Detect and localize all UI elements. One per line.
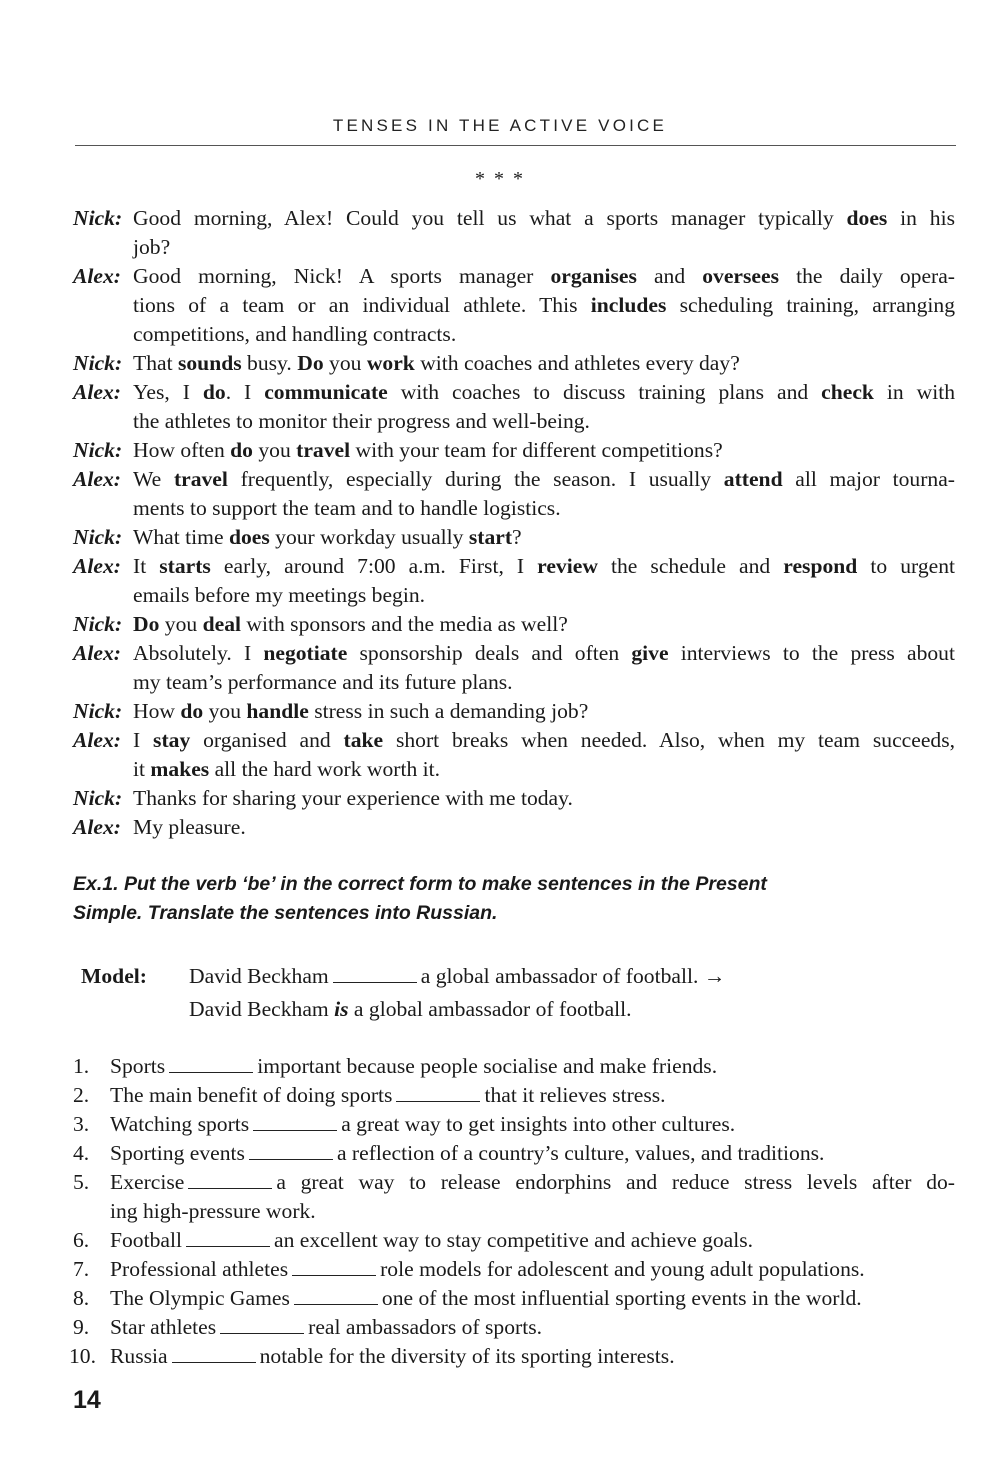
dialogue-line xyxy=(133,581,955,610)
item-number: 1. xyxy=(73,1054,90,1078)
bold-verb: check xyxy=(821,380,874,404)
exercise-item xyxy=(73,1110,955,1139)
line-text: scheduling training, arranging xyxy=(666,293,955,317)
answer-blank[interactable] xyxy=(169,1054,253,1073)
model-text: a global ambassador of football. → xyxy=(420,964,726,988)
speaker-label: Nick: xyxy=(73,206,123,230)
bold-verb: makes xyxy=(150,757,210,781)
model-answer xyxy=(189,993,725,1026)
bold-verb: Do xyxy=(297,351,324,375)
dialogue-line xyxy=(133,668,955,697)
line-text: all the hard work worth it. xyxy=(209,757,441,781)
line-text: Good morning, Alex! Could you tell us what a sports manager typically xyxy=(133,206,847,230)
speaker-label: Nick: xyxy=(73,525,123,549)
line-text: the daily opera- xyxy=(778,264,955,288)
line-text: the schedule and xyxy=(597,554,784,578)
dialogue-turn xyxy=(73,378,955,436)
dialogue-turn xyxy=(73,726,955,784)
item-number: 5. xyxy=(73,1170,90,1194)
item-text: Star athletes xyxy=(110,1315,217,1339)
line-text: emails before my meetings begin. xyxy=(133,583,426,607)
dialogue-line xyxy=(133,436,955,465)
line-text: Absolutely. I xyxy=(133,641,264,665)
speaker-label: Alex: xyxy=(73,815,121,839)
line-text: stress in such a demanding job? xyxy=(308,699,589,723)
line-text: interviews to the press about xyxy=(668,641,955,665)
running-head: TENSES IN THE ACTIVE VOICE xyxy=(332,116,668,135)
line-text: early, around 7:00 a.m. First, I xyxy=(210,554,538,578)
bold-verb: deal xyxy=(202,612,241,636)
line-text: organised and xyxy=(190,728,344,752)
line-text: job? xyxy=(133,235,171,259)
dialogue-turn xyxy=(73,204,955,262)
dialogue-turn xyxy=(73,639,955,697)
item-text: Football xyxy=(110,1228,182,1252)
item-number: 4. xyxy=(73,1141,90,1165)
answer-blank[interactable] xyxy=(249,1141,333,1160)
line-text: . I xyxy=(225,380,265,404)
bold-verb: handle xyxy=(246,699,309,723)
exercise-item xyxy=(73,1139,955,1168)
dialogue-turn xyxy=(73,349,955,378)
answer-blank[interactable] xyxy=(292,1257,376,1276)
line-text: with your team for different competitions? xyxy=(350,438,723,462)
line-text: to urgent xyxy=(857,554,955,578)
answer-blank xyxy=(333,964,417,983)
item-text: Sports xyxy=(110,1054,166,1078)
dialogue-turn xyxy=(73,552,955,610)
line-text: busy. xyxy=(241,351,298,375)
dialogue-line xyxy=(133,784,955,813)
bold-verb: attend xyxy=(723,467,783,491)
item-text: Professional athletes xyxy=(110,1257,289,1281)
item-line xyxy=(110,1168,955,1197)
answer-blank[interactable] xyxy=(188,1170,272,1189)
answer-blank[interactable] xyxy=(253,1112,337,1131)
line-text: with sponsors and the media as well? xyxy=(240,612,568,636)
model-question xyxy=(189,960,725,993)
item-text: ing high-pressure work. xyxy=(110,1199,316,1223)
exercise-item xyxy=(73,1255,955,1284)
dialogue-line xyxy=(133,349,955,378)
dialogue-line xyxy=(133,320,955,349)
item-text: an excellent way to stay competitive and achieve goals. xyxy=(273,1228,754,1252)
model-text: David Beckham xyxy=(189,997,335,1021)
bold-verb: take xyxy=(343,728,384,752)
bold-verb: stay xyxy=(153,728,191,752)
dialogue-line xyxy=(133,407,955,436)
item-text: a great way to release endorphins and reduce stress levels after do- xyxy=(276,1170,955,1194)
line-text: with coaches and athletes every day? xyxy=(414,351,740,375)
dialogue-turn xyxy=(73,436,955,465)
line-text: What time xyxy=(133,525,229,549)
bold-verb: start xyxy=(468,525,513,549)
line-text: How xyxy=(133,699,181,723)
bold-verb: work xyxy=(366,351,415,375)
dialogue-turn xyxy=(73,465,955,523)
line-text: you xyxy=(159,612,203,636)
exercise-item xyxy=(69,1342,955,1371)
bold-verb: respond xyxy=(783,554,858,578)
dialogue xyxy=(73,204,955,842)
speaker-label: Alex: xyxy=(73,554,121,578)
speaker-label: Nick: xyxy=(73,786,123,810)
line-text: the athletes to monitor their progress and well-being. xyxy=(133,409,590,433)
line-text: in his xyxy=(887,206,955,230)
dialogue-turn xyxy=(73,697,955,726)
answer-blank[interactable] xyxy=(294,1286,378,1305)
item-number: 9. xyxy=(73,1315,90,1339)
line-text: and xyxy=(636,264,703,288)
dialogue-turn xyxy=(73,784,955,813)
bold-verb: oversees xyxy=(702,264,779,288)
dialogue-turn xyxy=(73,262,955,349)
line-text: with coaches to discuss training plans and xyxy=(387,380,822,404)
bold-verb: does xyxy=(228,525,270,549)
bold-verb: includes xyxy=(590,293,667,317)
item-text: one of the most influential sporting events in the world. xyxy=(381,1286,862,1310)
speaker-label: Nick: xyxy=(73,612,123,636)
speaker-label: Nick: xyxy=(73,438,123,462)
exercise-heading-line: Ex.1. Put the verb ‘be’ in the correct form to make sentences in the Present xyxy=(73,873,767,895)
item-text: Russia xyxy=(110,1344,168,1368)
page-number: 14 xyxy=(73,1386,101,1414)
bold-verb: do xyxy=(230,438,253,462)
bold-verb: travel xyxy=(173,467,228,491)
line-text: it xyxy=(133,757,151,781)
bold-verb: review xyxy=(537,554,598,578)
bold-verb: do xyxy=(202,380,226,404)
line-text: Good morning, Nick! A sports manager xyxy=(133,264,551,288)
speaker-label: Alex: xyxy=(73,728,121,752)
item-text: a great way to get insights into other cultures. xyxy=(341,1112,736,1136)
line-text: Yes, I xyxy=(133,380,203,404)
item-number: 10. xyxy=(69,1344,96,1368)
speaker-label: Nick: xyxy=(73,351,123,375)
line-text: ? xyxy=(512,525,522,549)
line-text: How often xyxy=(133,438,231,462)
line-text: your workday usually xyxy=(269,525,469,549)
speaker-label: Alex: xyxy=(73,264,121,288)
line-text: That xyxy=(133,351,178,375)
line-text: It xyxy=(133,554,160,578)
line-text: all major tourna- xyxy=(782,467,955,491)
bold-verb: negotiate xyxy=(263,641,348,665)
dialogue-line xyxy=(133,494,955,523)
bold-verb: do xyxy=(180,699,204,723)
speaker-label: Nick: xyxy=(73,699,123,723)
bold-verb: travel xyxy=(296,438,351,462)
item-number: 8. xyxy=(73,1286,90,1310)
model-answer-word: is xyxy=(334,997,349,1021)
speaker-label: Alex: xyxy=(73,380,121,404)
header-rule xyxy=(75,145,956,146)
line-text: frequently, especially during the season. I usually xyxy=(227,467,724,491)
line-text: you xyxy=(323,351,367,375)
model-text: David Beckham xyxy=(189,964,329,988)
item-text: notable for the diversity of its sporting interests. xyxy=(259,1344,675,1368)
dialogue-line xyxy=(133,291,955,320)
dialogue-line xyxy=(133,262,955,291)
dialogue-line xyxy=(133,523,955,552)
line-text: you xyxy=(203,699,247,723)
item-text: role models for adolescent and young adult populations. xyxy=(380,1257,865,1281)
answer-blank[interactable] xyxy=(220,1315,304,1334)
dialogue-line xyxy=(133,697,955,726)
item-number: 6. xyxy=(73,1228,90,1252)
dialogue-line xyxy=(133,204,955,233)
dialogue-line xyxy=(133,465,955,494)
item-number: 7. xyxy=(73,1257,90,1281)
item-text: Exercise xyxy=(110,1170,185,1194)
line-text: Thanks for sharing your experience with me today. xyxy=(133,786,573,810)
item-text: Watching sports xyxy=(110,1112,250,1136)
item-text: real ambassadors of sports. xyxy=(308,1315,543,1339)
exercise-items xyxy=(69,1052,955,1371)
line-text: We xyxy=(133,467,174,491)
line-text: competitions, and handling contracts. xyxy=(133,322,457,346)
item-text: a reflection of a country’s culture, values, and traditions. xyxy=(336,1141,825,1165)
exercise-heading-line: Simple. Translate the sentences into Russian. xyxy=(73,902,498,924)
item-text: Sporting events xyxy=(110,1141,245,1165)
exercise-item xyxy=(73,1052,955,1081)
item-text: The Olympic Games xyxy=(110,1286,290,1310)
dialogue-line xyxy=(133,610,955,639)
bold-verb: does xyxy=(846,206,888,230)
line-text: I xyxy=(133,728,154,752)
bold-verb: organises xyxy=(550,264,637,288)
exercise-item xyxy=(73,1284,955,1313)
exercise-item xyxy=(73,1081,955,1110)
dialogue-turn xyxy=(73,523,955,552)
dialogue-line xyxy=(133,639,955,668)
answer-blank[interactable] xyxy=(186,1228,270,1247)
dialogue-line xyxy=(133,233,955,262)
item-text: The main benefit of doing sports xyxy=(110,1083,393,1107)
bold-verb: give xyxy=(631,641,669,665)
model-text: a global ambassador of football. xyxy=(348,997,632,1021)
dialogue-line xyxy=(133,755,955,784)
answer-blank[interactable] xyxy=(172,1344,256,1363)
item-number: 2. xyxy=(73,1083,90,1107)
section-separator: * * * xyxy=(475,168,525,190)
item-text: important because people socialise and make friends. xyxy=(257,1054,718,1078)
item-number: 3. xyxy=(73,1112,90,1136)
line-text: My pleasure. xyxy=(133,815,246,839)
exercise-item xyxy=(73,1226,955,1255)
speaker-label: Alex: xyxy=(73,641,121,665)
line-text: sponsorship deals and often xyxy=(347,641,632,665)
dialogue-turn xyxy=(73,610,955,639)
model-label: Model: xyxy=(81,964,147,988)
answer-blank[interactable] xyxy=(396,1083,480,1102)
line-text: short breaks when needed. Also, when my team succeeds, xyxy=(383,728,956,752)
line-text: tions of a team or an individual athlete. This xyxy=(133,293,591,317)
dialogue-line xyxy=(133,378,955,407)
item-text: that it relieves stress. xyxy=(484,1083,666,1107)
speaker-label: Alex: xyxy=(73,467,121,491)
dialogue-line xyxy=(133,813,955,842)
bold-verb: sounds xyxy=(177,351,242,375)
bold-verb: Do xyxy=(133,612,160,636)
line-text: in with xyxy=(873,380,955,404)
line-text: ments to support the team and to handle logistics. xyxy=(133,496,561,520)
line-text: my team’s performance and its future plans. xyxy=(133,670,513,694)
bold-verb: starts xyxy=(159,554,211,578)
exercise-item xyxy=(73,1313,955,1342)
exercise-item xyxy=(73,1168,955,1226)
dialogue-line xyxy=(133,552,955,581)
line-text: you xyxy=(252,438,297,462)
bold-verb: communicate xyxy=(264,380,388,404)
dialogue-line xyxy=(133,726,955,755)
exercise-heading xyxy=(73,870,933,928)
dialogue-turn xyxy=(73,813,955,842)
